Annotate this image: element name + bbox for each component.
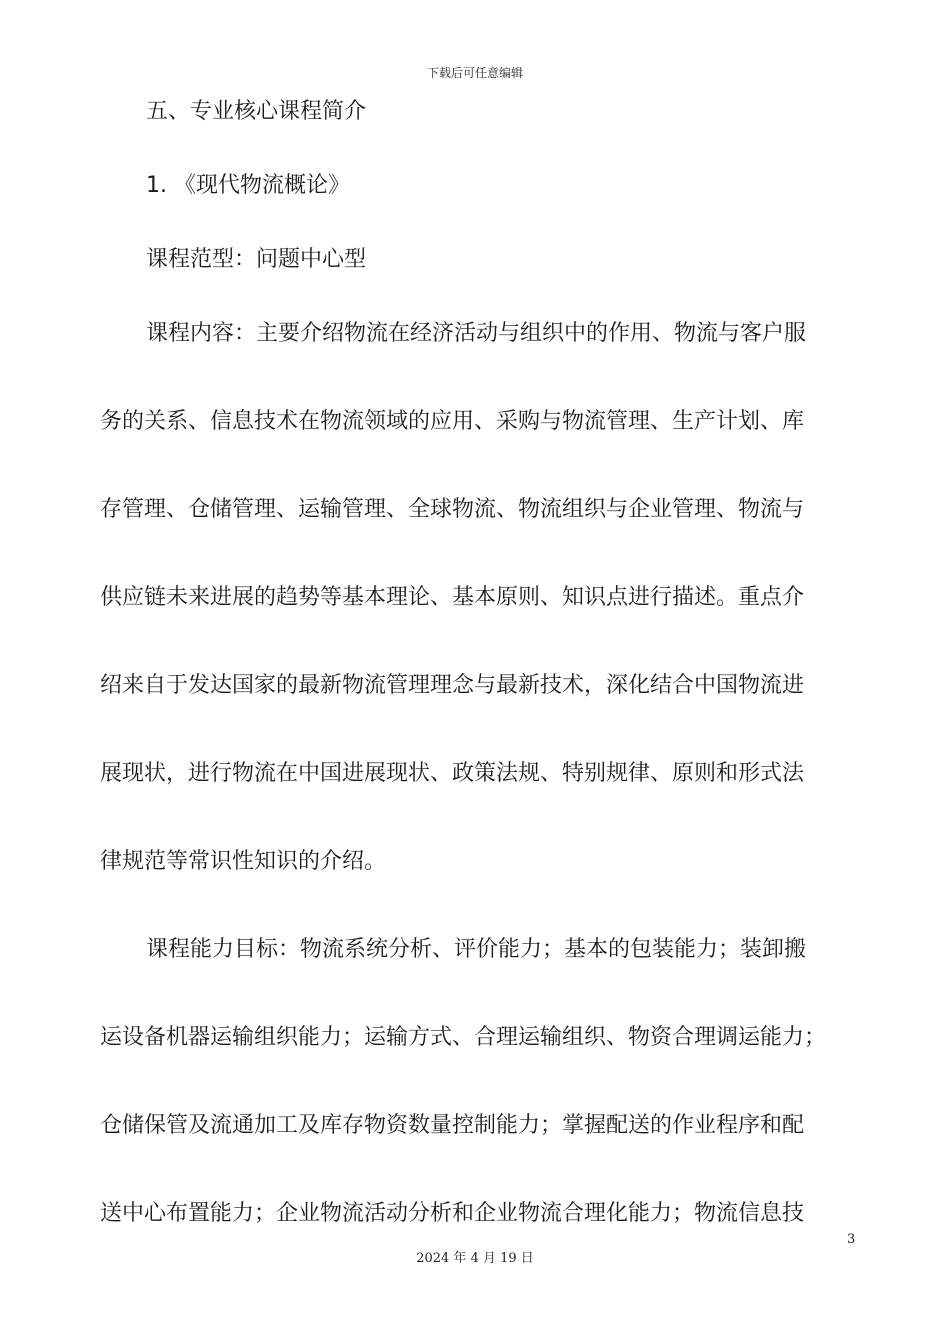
- paragraph-line: 运设备机器运输组织能力；运输方式、合理运输组织、物资合理调运能力；: [100, 1025, 827, 1050]
- course-type: 课程范型：问题中心型: [146, 247, 367, 272]
- paragraph-line: 展现状，进行物流在中国进展现状、政策法规、特别规律、原则和形式法: [100, 761, 805, 786]
- course-content-paragraph: [100, 316, 860, 880]
- paragraph-line: 律规范等常识性知识的介绍。: [100, 849, 387, 874]
- paragraph-line: 课程内容：主要介绍物流在经济活动与组织中的作用、物流与客户服: [146, 321, 807, 346]
- page-footer-date: 2024 年 4 月 19 日: [416, 1251, 534, 1266]
- course-title: 1. 《现代物流概论》: [146, 173, 350, 198]
- paragraph-line: 仓储保管及流通加工及库存物资数量控制能力；掌握配送的作业程序和配: [100, 1113, 805, 1138]
- paragraph-line: 课程能力目标：物流系统分析、评价能力；基本的包装能力；装卸搬: [146, 937, 807, 962]
- paragraph-line: 务的关系、信息技术在物流领域的应用、采购与物流管理、生产计划、库: [100, 409, 805, 434]
- page-header: 下载后可任意编辑: [426, 66, 523, 80]
- section-title: 五、专业核心课程简介: [146, 99, 367, 124]
- document-body: [100, 94, 860, 1232]
- course-ability-paragraph: [100, 932, 860, 1232]
- paragraph-line: 送中心布置能力；企业物流活动分析和企业物流合理化能力；物流信息技: [100, 1201, 805, 1226]
- paragraph-line: 绍来自于发达国家的最新物流管理理念与最新技术，深化结合中国物流进: [100, 673, 805, 698]
- paragraph-line: 供应链未来进展的趋势等基本理论、基本原则、知识点进行描述。重点介: [100, 585, 805, 610]
- paragraph-line: 存管理、仓储管理、运输管理、全球物流、物流组织与企业管理、物流与: [100, 497, 805, 522]
- page-number: 3: [847, 1232, 856, 1247]
